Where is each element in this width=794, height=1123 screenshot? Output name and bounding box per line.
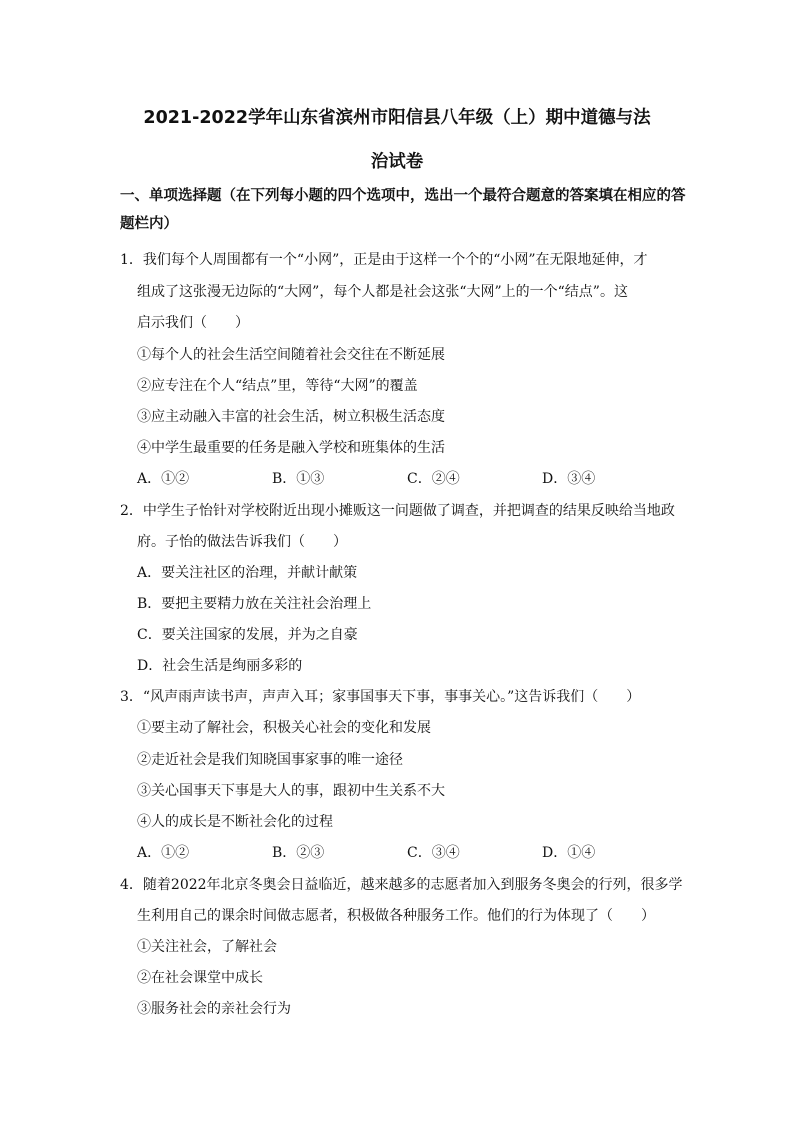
question-4-line-1: 4．随着2022年北京冬奥会日益临近，越来越多的志愿者加入到服务冬奥会的行列，很多学: [120, 877, 683, 893]
option-b: B．①③: [272, 471, 325, 487]
question-3-item-3: ③关心国事天下事是大人的事，跟初中生关系不大: [137, 783, 445, 799]
question-1-item-2: ②应专注在个人“结点”里，等待“大网”的覆盖: [137, 378, 418, 394]
question-3-line-1: 3．“风声雨声读书声，声声入耳；家事国事天下事，事事关心。”这告诉我们（ ）: [120, 689, 641, 705]
option-c: C．②④: [407, 471, 460, 487]
question-2-option-c: C．要关注国家的发展，并为之自豪: [137, 627, 358, 643]
section-heading: 一、单项选择题（在下列每小题的四个选项中，选出一个最符合题意的答案填在相应的答题栏内）: [120, 188, 686, 232]
question-1-line-2: 组成了这张漫无边际的“大网”，每个人都是社会这张“大网”上的一个“结点”。这: [137, 284, 628, 300]
question-1-line-1: 1．我们每个人周围都有一个“小网”，正是由于这样一个个的“小网”在无限地延伸，才: [120, 252, 648, 268]
question-3-item-4: ④人的成长是不断社会化的过程: [137, 814, 333, 830]
page-title: 2021-2022学年山东省滨州市阳信县八年级（上）期中道德与法: [143, 108, 651, 128]
question-1-item-1: ①每个人的社会生活空间随着社会交往在不断延展: [137, 347, 445, 363]
question-2-option-b: B．要把主要精力放在关注社会治理上: [137, 596, 372, 612]
question-2-line-2: 府。子怡的做法告诉我们（ ）: [137, 534, 347, 550]
option-c: C．③④: [407, 845, 460, 861]
question-1-line-3: 启示我们（ ）: [137, 315, 249, 331]
question-4-line-2: 生利用自己的课余时间做志愿者，积极做各种服务工作。他们的行为体现了（ ）: [137, 908, 655, 924]
question-2-line-1: 2．中学生子怡针对学校附近出现小摊贩这一问题做了调查，并把调查的结果反映给当地政: [120, 503, 675, 519]
option-b: B．②③: [272, 845, 325, 861]
question-1-item-4: ④中学生最重要的任务是融入学校和班集体的生活: [137, 440, 445, 456]
option-a: A．①②: [137, 471, 190, 487]
option-a: A．①②: [137, 845, 190, 861]
question-4-item-2: ②在社会课堂中成长: [137, 970, 263, 986]
page-title-continued: 治试卷: [370, 152, 424, 172]
question-3-item-2: ②走近社会是我们知晓国事家事的唯一途径: [137, 752, 403, 768]
option-d: D．③④: [542, 471, 596, 487]
question-3-item-1: ①要主动了解社会，积极关心社会的变化和发展: [137, 720, 431, 736]
question-2-option-a: A．要关注社区的治理，并献计献策: [137, 565, 358, 581]
option-d: D．①④: [542, 845, 596, 861]
question-2-option-d: D．社会生活是绚丽多彩的: [137, 658, 303, 674]
question-4-item-3: ③服务社会的亲社会行为: [137, 1001, 291, 1017]
question-1-item-3: ③应主动融入丰富的社会生活，树立积极生活态度: [137, 409, 445, 425]
question-4-item-1: ①关注社会，了解社会: [137, 939, 277, 955]
